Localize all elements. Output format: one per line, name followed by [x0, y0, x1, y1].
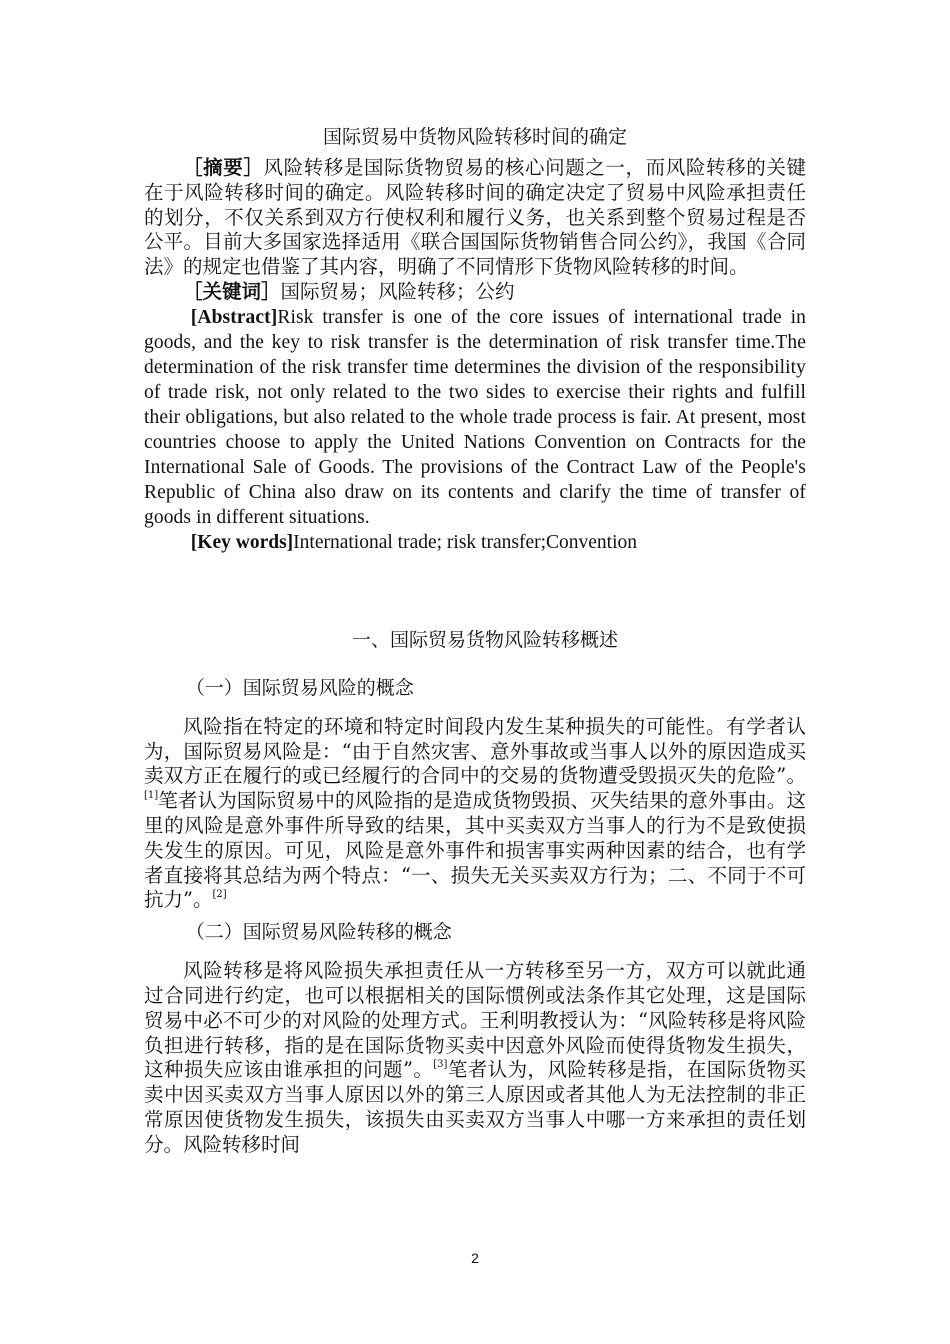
footnote-ref[interactable]: [2]	[212, 889, 227, 901]
paragraph-text: 笔者认为国际贸易中的风险指的是造成货物毁损、灭失结果的意外事由。这里的风险是意外事件所导致的结果，其中买卖双方当事人的行为不是致使损失发生的原因。可见，风险是意外事件和损害事实两种因素的结合，也有学者直接将其总结为两个特点：“一、损失无关买卖双方行为；二、不同于不可抗力”。	[144, 789, 806, 912]
keywords-en-text: International trade; risk transfer;Convention	[293, 531, 638, 553]
abstract-en-text: Risk transfer is one of the core issues of international trade in goods, and the key to risk transfer is the determination of risk transfer time.The determination of the risk transfer time determines the division of the responsibility of trade risk, not only related to the two sides to exercise their rights and fulfill their obligations, but also related to the whole trade process is fair. At present, most countries choose to apply the United Nations Convention on Contracts for the International Sale of Goods. The provisions of the Contract Law of the People's Republic of China also draw on its contents and clarify the time of transfer of goods in different situations.	[144, 306, 806, 528]
keywords-cn-text: 国际贸易；风险转移；公约	[280, 279, 515, 303]
paragraph-text: 风险指在特定的环境和特定时间段内发生某种损失的可能性。有学者认为，国际贸易风险是：“由于自然灾害、意外事故或当事人以外的原因造成买卖双方正在履行的或已经履行的合同中的交易的货物遭受毁损灭失的危险”。	[144, 714, 806, 788]
section-heading: 一、国际贸易货物风险转移概述	[351, 628, 618, 651]
keywords-cn	[144, 280, 806, 305]
keywords-en	[144, 530, 806, 555]
abstract-cn-text: 风险转移是国际货物贸易的核心问题之一，而风险转移的关键在于风险转移时间的确定。风险转移时间的确定决定了贸易中风险承担责任的划分，不仅关系到双方行使权利和履行义务，也关系到整个贸易过程是否公平。目前大多国家选择适用《联合国国际货物销售合同公约》，我国《合同法》的规定也借鉴了其内容，明确了不同情形下货物风险转移的时间。	[144, 156, 806, 279]
abstract-en-label: [Abstract]	[190, 306, 278, 328]
paragraph-text: 风险转移是将风险损失承担责任从一方转移至另一方，双方可以就此通过合同进行约定，也可以根据相关的国际惯例或法条作其它处理，这是国际贸易中必不可少的对风险的处理方式。王利明教授认为：“风险转移是将风险负担进行转移，指的是在国际货物买卖中因意外风险而使得货物发生损失，这种损失应该由谁承担的问题”。	[144, 959, 806, 1082]
abstract-cn	[144, 156, 806, 280]
paragraph-text: 笔者认为，风险转移是指，在国际货物买卖中因买卖双方当事人原因以外的第三人原因或者其他人为无法控制的非正常原因使货物发生损失，该损失由买卖双方当事人中哪一方来承担的责任划分。风险转移时间	[144, 1058, 806, 1156]
paragraph-risk-concept	[144, 715, 806, 913]
abstract-cn-label: ［摘要］	[183, 156, 264, 179]
keywords-cn-label: ［关键词］	[183, 279, 281, 303]
abstract-en	[144, 305, 806, 530]
paragraph-risk-transfer	[144, 959, 806, 1157]
page-title: 国际贸易中货物风险转移时间的确定	[322, 126, 627, 148]
subsection-heading-1: （一）国际贸易风险的概念	[185, 676, 414, 699]
footnote-ref[interactable]: [3]	[433, 1059, 448, 1071]
subsection-heading-2: （二）国际贸易风险转移的概念	[185, 921, 452, 944]
footnote-ref[interactable]: [1]	[144, 790, 159, 802]
keywords-en-label: [Key words]	[190, 531, 294, 553]
page-content	[144, 124, 806, 1158]
page-number: 2	[471, 1250, 479, 1266]
